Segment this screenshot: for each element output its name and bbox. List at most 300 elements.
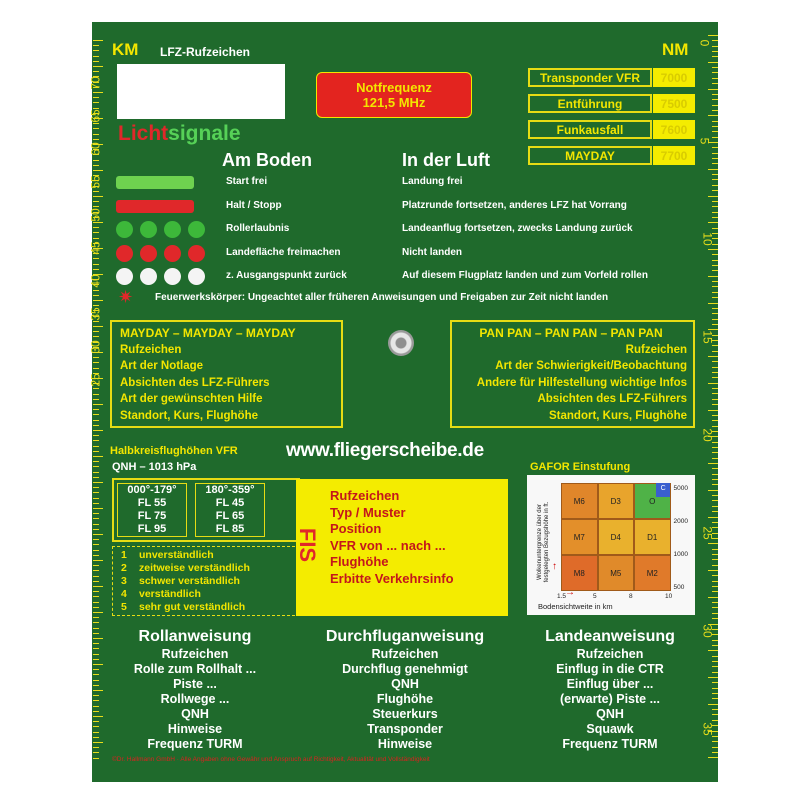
km-tick — [93, 362, 99, 363]
nm-tick — [712, 661, 718, 662]
readability-number: 2 — [121, 562, 127, 574]
nm-tick — [712, 479, 718, 480]
km-tick — [93, 326, 103, 327]
nm-tick — [712, 581, 718, 582]
emergency-title: Notfrequenz — [356, 80, 432, 95]
km-tick — [93, 659, 99, 660]
km-tick — [93, 45, 99, 46]
nm-tick — [712, 500, 718, 501]
halfcircle-title: Halbkreisflughöhen VFR — [110, 445, 238, 457]
transit-title: Durchfluganweisung — [325, 628, 485, 645]
nm-tick — [712, 99, 718, 100]
gafor-cell-label: D3 — [610, 497, 621, 506]
transit-instruction: Durchfluganweisung Rufzeichen Durchflug genehmigt QNH Flughöhe Steuerkurs Transponder Hinweise — [305, 627, 505, 752]
roll-instruction: Rollanweisung Rufzeichen Rolle zum Rollhalt ... Piste ... Rollwege ... QNH Hinweise Frequenz TURM — [100, 627, 290, 752]
ground-meaning: Halt / Stopp — [226, 199, 282, 211]
nm-tick — [712, 447, 718, 448]
nm-tick — [712, 372, 718, 373]
air-meaning: Nicht landen — [402, 246, 463, 258]
light-signal-dot — [140, 245, 157, 262]
km-tick — [93, 716, 103, 717]
nm-tick — [712, 549, 718, 550]
nm-tick — [708, 222, 718, 223]
light-signal-dot — [188, 221, 205, 238]
gafor-y-label: Wolkenuntergrenze über der festgelegten Bezugshöhe in ft. — [537, 501, 550, 583]
km-tick — [93, 711, 99, 712]
km-tick — [93, 737, 99, 738]
nm-tick — [708, 463, 718, 464]
km-tick — [93, 706, 99, 707]
km-label: 25 — [88, 373, 103, 387]
nm-tick — [712, 575, 718, 576]
nm-tick — [712, 72, 718, 73]
landing-title: Landeanweisung — [545, 628, 675, 645]
nm-tick — [712, 506, 718, 507]
qnh-reference: QNH – 1013 hPa — [112, 461, 197, 473]
km-tick — [93, 524, 99, 525]
nm-tick — [712, 752, 718, 753]
km-tick — [93, 160, 99, 161]
nm-tick — [712, 367, 718, 368]
light-signal-dot — [116, 268, 133, 285]
transponder-code: 7500 — [660, 97, 688, 111]
nm-tick — [712, 565, 718, 566]
arrow-up-icon: ↑ — [552, 561, 557, 572]
nm-tick — [712, 345, 718, 346]
km-tick — [93, 700, 99, 701]
nm-tick — [712, 559, 718, 560]
emergency-frequency: 121,5 MHz — [362, 95, 426, 110]
nm-tick — [708, 35, 718, 36]
km-tick — [93, 581, 99, 582]
nm-tick — [712, 586, 718, 587]
km-tick — [93, 295, 99, 296]
nm-tick — [708, 677, 718, 678]
nm-tick — [712, 452, 718, 453]
km-tick — [93, 269, 99, 270]
nm-tick — [708, 543, 718, 544]
light-signal-dot — [140, 268, 157, 285]
km-tick — [93, 534, 103, 535]
km-tick — [93, 539, 99, 540]
km-tick — [93, 680, 99, 681]
nm-tick — [712, 110, 718, 111]
nm-tick — [712, 137, 718, 138]
km-label: 35 — [88, 307, 103, 321]
km-tick — [93, 420, 99, 421]
nm-tick — [708, 410, 718, 411]
km-tick — [93, 674, 99, 675]
nm-label: 15 — [700, 330, 715, 344]
km-tick — [93, 498, 99, 499]
km-tick — [93, 425, 99, 426]
readability-number: 5 — [121, 601, 127, 613]
km-tick — [93, 201, 99, 202]
emergency-frequency-box — [316, 72, 472, 118]
air-meaning: Landung frei — [402, 176, 463, 187]
nm-label: 25 — [700, 526, 715, 540]
fis-lines: Rufzeichen Typ / Muster Position VFR von ... nach ... Flughöhe Erbitte Verkehrsinfo — [330, 488, 454, 586]
km-tick — [93, 414, 99, 415]
km-tick — [93, 388, 99, 389]
km-tick — [93, 446, 99, 447]
nm-tick — [708, 249, 718, 250]
km-tick — [93, 165, 99, 166]
nm-tick — [712, 747, 718, 748]
nm-label: 10 — [700, 232, 715, 246]
nm-tick — [712, 511, 718, 512]
km-tick — [93, 331, 99, 332]
nm-tick — [712, 591, 718, 592]
readability-text: schwer verständlich — [139, 575, 240, 587]
km-tick — [93, 560, 103, 561]
nm-tick — [712, 46, 718, 47]
nm-tick — [712, 415, 718, 416]
km-tick — [93, 607, 99, 608]
nm-tick — [708, 303, 718, 304]
km-tick — [93, 336, 99, 337]
km-tick — [93, 191, 99, 192]
km-label: 40 — [88, 274, 103, 288]
readability-number: 3 — [121, 575, 127, 587]
km-tick — [93, 409, 99, 410]
transponder-label: MAYDAY — [565, 149, 615, 163]
km-tick — [93, 742, 103, 743]
readability-number: 4 — [121, 588, 127, 600]
light-signal-bar — [116, 176, 194, 189]
nm-label: 20 — [700, 428, 715, 442]
km-tick — [93, 139, 99, 140]
nm-tick — [712, 656, 718, 657]
gafor-title: GAFOR Einstufung — [530, 461, 631, 473]
nm-tick — [708, 597, 718, 598]
nm-tick — [712, 212, 718, 213]
readability-number: 1 — [121, 549, 127, 561]
nm-tick — [712, 83, 718, 84]
km-tick — [93, 305, 99, 306]
gafor-cell-label: D1 — [647, 533, 658, 542]
light-signal-dot — [140, 221, 157, 238]
nm-tick — [708, 570, 718, 571]
nm-tick — [708, 383, 718, 384]
light-signal-dot — [116, 221, 133, 238]
km-tick — [93, 435, 99, 436]
readability-text: zeitweise verständlich — [139, 562, 250, 574]
nm-tick — [708, 89, 718, 90]
transponder-code: 7600 — [660, 123, 688, 137]
km-tick — [93, 264, 99, 265]
air-meaning: Auf diesem Flugplatz landen und zum Vorfeld rollen — [402, 270, 648, 281]
ground-meaning: z. Ausgangspunkt zurück — [226, 270, 347, 281]
light-signal-dot — [164, 245, 181, 262]
nm-tick — [712, 217, 718, 218]
km-tick — [93, 123, 99, 124]
km-tick — [93, 97, 99, 98]
km-tick — [93, 50, 99, 51]
nm-tick — [712, 666, 718, 667]
km-tick — [93, 487, 99, 488]
light-signal-dot — [164, 268, 181, 285]
footer-disclaimer: ©Dr. Hallmann GmbH · Alle Angaben ohne Gewähr und Anspruch auf Richtigkeit, Aktualität und Vollständigkeit — [112, 756, 430, 763]
nm-tick — [712, 420, 718, 421]
km-tick — [93, 290, 99, 291]
nm-tick — [712, 147, 718, 148]
nm-tick — [712, 640, 718, 641]
km-unit-label: KM — [112, 40, 139, 59]
nm-tick — [712, 179, 718, 180]
west-levels: 180°-359° FL 45 FL 65 FL 85 — [205, 484, 255, 535]
transponder-label: Entführung — [557, 97, 623, 111]
ground-meaning: Start frei — [226, 176, 268, 187]
km-tick — [93, 726, 99, 727]
nm-tick — [712, 206, 718, 207]
km-tick — [93, 451, 99, 452]
nm-tick — [712, 254, 718, 255]
nm-tick — [712, 313, 718, 314]
nm-tick — [708, 490, 718, 491]
nm-tick — [708, 356, 718, 357]
km-label: 60 — [88, 142, 103, 156]
nm-tick — [712, 484, 718, 485]
nm-tick — [712, 324, 718, 325]
km-tick — [93, 633, 99, 634]
nm-tick — [712, 319, 718, 320]
callsign-label: LFZ-Rufzeichen — [160, 45, 250, 59]
km-tick — [93, 596, 99, 597]
nm-tick — [712, 121, 718, 122]
nm-tick — [712, 688, 718, 689]
km-tick — [93, 466, 99, 467]
readability-text: unverständlich — [139, 549, 214, 561]
km-tick — [93, 472, 99, 473]
km-tick — [93, 102, 99, 103]
km-tick — [93, 368, 99, 369]
transponder-label: Funkausfall — [556, 123, 624, 137]
nm-tick — [712, 190, 718, 191]
gafor-cell-label: M7 — [573, 533, 585, 542]
gafor-cell-label: M2 — [646, 569, 658, 578]
nm-tick — [712, 618, 718, 619]
nm-tick — [712, 458, 718, 459]
nm-tick — [712, 468, 718, 469]
ground-column-header: Am Boden — [222, 150, 312, 170]
readability-text: verständlich — [139, 588, 201, 600]
km-tick — [93, 56, 99, 57]
km-tick — [93, 695, 99, 696]
km-tick — [93, 394, 99, 395]
nm-tick — [712, 260, 718, 261]
km-tick — [93, 591, 99, 592]
nm-tick — [712, 720, 718, 721]
nm-tick — [708, 196, 718, 197]
nm-tick — [708, 517, 718, 518]
nm-tick — [712, 286, 718, 287]
km-tick — [93, 648, 99, 649]
fis-tag: FIS — [295, 527, 321, 563]
nm-tick — [712, 361, 718, 362]
km-tick — [93, 128, 99, 129]
nm-tick — [712, 153, 718, 154]
nm-tick — [712, 393, 718, 394]
eyelet-rivet — [388, 330, 414, 356]
nm-tick — [712, 442, 718, 443]
nm-tick — [712, 56, 718, 57]
gafor-cell-label: M5 — [610, 569, 622, 578]
km-tick — [93, 321, 99, 322]
km-tick — [93, 170, 103, 171]
km-tick — [93, 622, 99, 623]
km-tick — [93, 134, 99, 135]
gafor-x-tick: 5 — [593, 593, 597, 600]
nm-tick — [712, 607, 718, 608]
km-tick — [93, 565, 99, 566]
km-tick — [93, 617, 99, 618]
nm-tick — [712, 554, 718, 555]
ground-meaning: Rollerlaubnis — [226, 223, 290, 234]
km-tick — [93, 752, 99, 753]
km-label: 30 — [88, 340, 103, 354]
km-tick — [93, 570, 99, 571]
nm-label: 35 — [700, 722, 715, 736]
gafor-cell-label: M6 — [573, 497, 585, 506]
km-tick — [93, 664, 103, 665]
km-tick — [93, 758, 99, 759]
km-tick — [93, 544, 99, 545]
km-tick — [93, 529, 99, 530]
light-signal-dot — [116, 245, 133, 262]
nm-tick — [708, 704, 718, 705]
nm-tick — [712, 522, 718, 523]
nm-tick — [712, 297, 718, 298]
nm-tick — [712, 351, 718, 352]
nm-tick — [712, 201, 718, 202]
panpan-title: PAN PAN – PAN PAN – PAN PAN — [479, 326, 663, 340]
nm-tick — [712, 404, 718, 405]
km-tick — [93, 196, 103, 197]
nm-tick — [712, 693, 718, 694]
nm-tick — [712, 698, 718, 699]
km-tick — [93, 404, 103, 405]
nm-tick — [712, 645, 718, 646]
nm-tick — [712, 67, 718, 68]
nm-tick — [712, 292, 718, 293]
light-signal-dot — [164, 221, 181, 238]
gafor-y-tick: 1000 — [673, 551, 688, 558]
km-tick — [93, 71, 99, 72]
transponder-label: Transponder VFR — [539, 71, 640, 85]
callsign-write-field[interactable] — [117, 64, 285, 119]
gafor-x-tick: 1.5 — [557, 593, 567, 600]
website-link[interactable]: www.fliegerscheibe.de — [286, 440, 484, 461]
nm-tick — [712, 377, 718, 378]
nm-label: 30 — [700, 624, 715, 638]
air-meaning: Platzrunde fortsetzen, anderes LFZ hat Vorrang — [402, 199, 627, 211]
nm-tick — [712, 78, 718, 79]
gafor-cell-label: C — [660, 485, 666, 492]
km-tick — [93, 513, 99, 514]
km-tick — [93, 576, 99, 577]
nm-tick — [712, 495, 718, 496]
readability-text: sehr gut verständlich — [139, 601, 246, 613]
km-tick — [93, 430, 103, 431]
gafor-cell-label: M8 — [573, 569, 585, 578]
nm-tick — [712, 163, 718, 164]
km-tick — [93, 555, 99, 556]
km-tick — [93, 669, 99, 670]
km-tick — [93, 492, 99, 493]
nm-unit-label: NM — [662, 40, 689, 59]
gafor-x-tick: 10 — [665, 593, 673, 600]
km-tick — [93, 586, 103, 587]
km-tick — [93, 206, 99, 207]
panpan-list: PAN PAN – PAN PAN – PAN PAN Rufzeichen Art der Schwierigkeit/Beobachtung Andere für Hilfestellung wichtige Infos Absichten des LFZ-Führers Standort, Kurs, Flughöhe — [455, 325, 687, 424]
nm-tick — [712, 174, 718, 175]
nm-tick — [712, 270, 718, 271]
km-tick — [93, 638, 103, 639]
km-tick — [93, 550, 99, 551]
nm-tick — [712, 682, 718, 683]
km-label: 50 — [88, 208, 103, 222]
km-tick — [93, 66, 103, 67]
km-tick — [93, 628, 99, 629]
mayday-title: MAYDAY – MAYDAY – MAYDAY — [120, 326, 296, 340]
gafor-x-label: Bodensichtweite in km — [538, 602, 613, 611]
km-label: 70 — [88, 76, 103, 90]
nm-tick — [712, 94, 718, 95]
km-tick — [93, 643, 99, 644]
nm-tick — [712, 126, 718, 127]
km-label: 45 — [88, 241, 103, 255]
nm-tick — [712, 709, 718, 710]
nm-tick — [712, 185, 718, 186]
firework-text: Feuerwerkskörper: Ungeachtet aller früheren Anweisungen und Freigaben zur Zeit nicht landen — [155, 292, 609, 303]
km-tick — [93, 482, 103, 483]
lights-title: Lichtsignale — [118, 122, 241, 145]
nm-tick — [712, 474, 718, 475]
km-label: 55 — [88, 175, 103, 189]
nm-tick — [712, 602, 718, 603]
km-tick — [93, 227, 99, 228]
nm-tick — [712, 399, 718, 400]
km-tick — [93, 40, 103, 41]
light-signal-dot — [188, 268, 205, 285]
gafor-cell-label: O — [649, 497, 656, 506]
nm-label: 0 — [697, 39, 712, 47]
nm-tick — [712, 736, 718, 737]
km-tick — [93, 721, 99, 722]
transponder-code: 7000 — [660, 71, 688, 85]
nm-tick — [712, 158, 718, 159]
km-tick — [93, 222, 103, 223]
km-tick — [93, 258, 99, 259]
nm-tick — [708, 757, 718, 758]
light-signal-dot — [188, 245, 205, 262]
km-tick — [93, 503, 99, 504]
km-tick — [93, 92, 103, 93]
km-tick — [93, 685, 99, 686]
air-column-header: In der Luft — [402, 150, 490, 170]
nm-tick — [708, 650, 718, 651]
gafor-y-tick: 5000 — [673, 485, 688, 492]
nm-tick — [712, 388, 718, 389]
gafor-y-tick: 2000 — [673, 518, 688, 525]
nm-tick — [712, 672, 718, 673]
nm-tick — [708, 62, 718, 63]
landing-instruction: Landeanweisung Rufzeichen Einflug in die CTR Einflug über ... (erwarte) Piste ... QNH Squawk Frequenz TURM — [515, 627, 705, 752]
light-signal-bar — [116, 200, 194, 213]
nm-tick — [712, 265, 718, 266]
km-tick — [93, 61, 99, 62]
